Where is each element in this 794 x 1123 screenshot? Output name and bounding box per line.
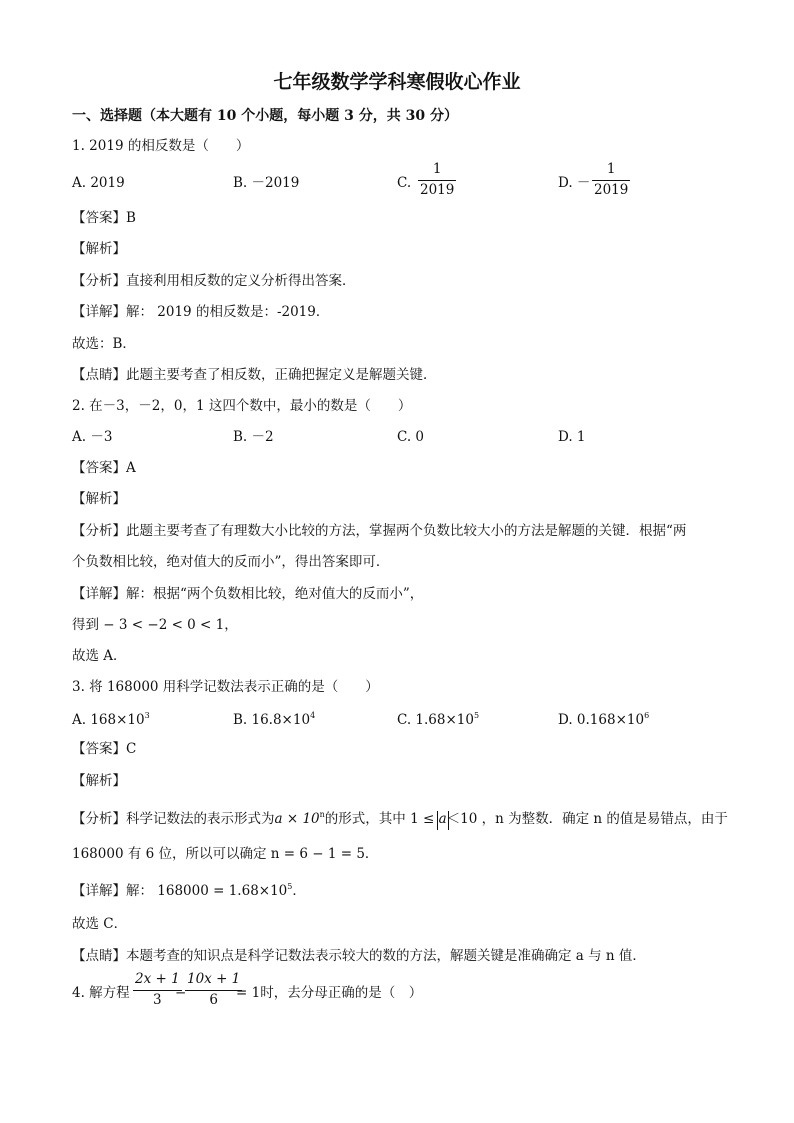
q4-f2-denominator: 6 <box>209 991 218 1008</box>
q1-c-numerator: 1 <box>432 161 442 177</box>
detail-tag: 【详解】 <box>72 883 126 899</box>
q1-option-b: B. －2019 <box>233 175 300 191</box>
detail-text: 解：根据“两个负数相比较，绝对值大的反而小”， <box>126 586 424 602</box>
q4-minus: − <box>175 985 187 1001</box>
q2-choose: 故选 A． <box>72 648 127 664</box>
exponent: 5 <box>473 711 480 720</box>
analysis-text: 此题主要考查了有理数大小比较的方法，掌握两个负数比较大小的方法是解题的关键．根据“两 <box>126 523 687 539</box>
analysis-text: 的形式，其中 1 ≤ <box>324 811 439 827</box>
q3-analysis-line-2: 168000 有 6 位，所以可以确定 n = 6 − 1 = 5． <box>72 846 379 862</box>
q1-detail <box>72 306 329 320</box>
q1-comment <box>72 369 437 383</box>
exponent: 5 <box>287 882 293 891</box>
option-text: A. 168×10 <box>72 712 145 728</box>
analysis-text: 直接利用相反数的定义分析得出答案． <box>126 273 356 289</box>
q4-f1-denominator: 3 <box>153 991 162 1008</box>
q1-c-denominator: 2019 <box>420 181 455 198</box>
q1-d-denominator: 2019 <box>594 181 629 198</box>
q4-f1-numerator: 2x + 1 <box>135 971 180 987</box>
detail-tag: 【详解】 <box>72 304 126 320</box>
q3-option-a <box>72 712 150 728</box>
q2-option-a: A. －3 <box>72 429 113 445</box>
exponent: 6 <box>644 711 650 720</box>
q3-detail <box>72 883 306 899</box>
q1-option-c-fraction <box>418 163 456 197</box>
q4-fraction-2 <box>185 973 242 1007</box>
q2-detail <box>72 588 423 602</box>
analysis-text: ＜10 ，n 为整数．确定 n 的值是易错点，由于 <box>446 811 728 827</box>
q2-result: 得到 − 3 < −2 < 0 < 1， <box>72 617 238 633</box>
q3-choose: 故选 C． <box>72 916 128 932</box>
q1-jiexi: 【解析】 <box>72 241 126 257</box>
q1-d-numerator: 1 <box>606 161 616 177</box>
q4-stem-prefix: 4. 解方程 <box>72 985 130 1001</box>
q2-jiexi: 【解析】 <box>72 491 126 507</box>
q3-option-d <box>558 712 649 728</box>
q3-jiexi: 【解析】 <box>72 773 126 789</box>
q1-option-a: A. 2019 <box>72 175 125 191</box>
q1-analysis <box>72 275 356 289</box>
q1-answer: 【答案】B <box>72 210 136 226</box>
q3-option-b <box>233 712 315 728</box>
analysis-tag: 【分析】 <box>72 811 126 827</box>
q1-stem: 1. 2019 的相反数是（ ） <box>72 138 250 154</box>
q2-option-b: B. －2 <box>233 429 274 445</box>
comment-text: 本题考查的知识点是科学记数法表示较大的数的方法，解题关键是准确确定 a 与 n 值． <box>126 948 646 964</box>
exponent: 3 <box>144 711 150 720</box>
analysis-text: 科学记数法的表示形式为 <box>126 811 275 827</box>
comment-text: 此题主要考查了相反数，正确把握定义是解题关键． <box>126 367 437 383</box>
q2-stem: 2. 在－3，－2，0，1 这四个数中，最小的数是（ ） <box>72 398 412 414</box>
q1-option-d-label: D. － <box>558 175 591 191</box>
q2-analysis-line-1 <box>72 525 686 539</box>
q2-option-c: C. 0 <box>397 429 425 445</box>
q3-analysis-line-1 <box>72 811 728 827</box>
absolute-value: a <box>438 811 447 827</box>
q3-stem: 3. 将 168000 用科学记数法表示正确的是（ ） <box>72 679 379 695</box>
option-text: D. 0.168×10 <box>558 712 645 728</box>
section-heading: 一、选择题（本大题有 10 个小题，每小题 3 分，共 30 分） <box>72 108 458 124</box>
q2-option-d: D. 1 <box>558 429 586 445</box>
detail-text: 解： 2019 的相反数是：-2019． <box>126 304 330 320</box>
detail-tag: 【详解】 <box>72 586 126 602</box>
comment-tag: 【点睛】 <box>72 367 126 383</box>
detail-text: 解： 168000 = 1.68×10 <box>126 883 288 899</box>
detail-text: ． <box>292 883 306 899</box>
analysis-tag: 【分析】 <box>72 523 126 539</box>
analysis-tag: 【分析】 <box>72 273 126 289</box>
q3-comment <box>72 950 646 964</box>
q1-option-c-label: C. <box>397 175 412 191</box>
q1-option-d-fraction <box>592 163 630 197</box>
exponent: n <box>319 810 325 819</box>
q3-answer: 【答案】C <box>72 741 137 757</box>
formula: a × 10 <box>274 811 320 827</box>
q1-choose: 故选：B． <box>72 336 136 352</box>
option-text: B. 16.8×10 <box>233 712 311 728</box>
q2-answer: 【答案】A <box>72 460 136 476</box>
q4-stem-suffix: = 1时，去分母正确的是（ ） <box>236 985 423 1001</box>
q2-analysis-line-2: 个负数相比较，绝对值大的反而小”，得出答案即可． <box>72 554 390 570</box>
comment-tag: 【点睛】 <box>72 948 126 964</box>
page-title: 七年级数学学科寒假收心作业 <box>273 71 521 93</box>
q4-f2-numerator: 10x + 1 <box>187 971 241 987</box>
option-text: C. 1.68×10 <box>397 712 474 728</box>
q3-option-c <box>397 712 479 728</box>
exponent: 4 <box>310 711 316 720</box>
